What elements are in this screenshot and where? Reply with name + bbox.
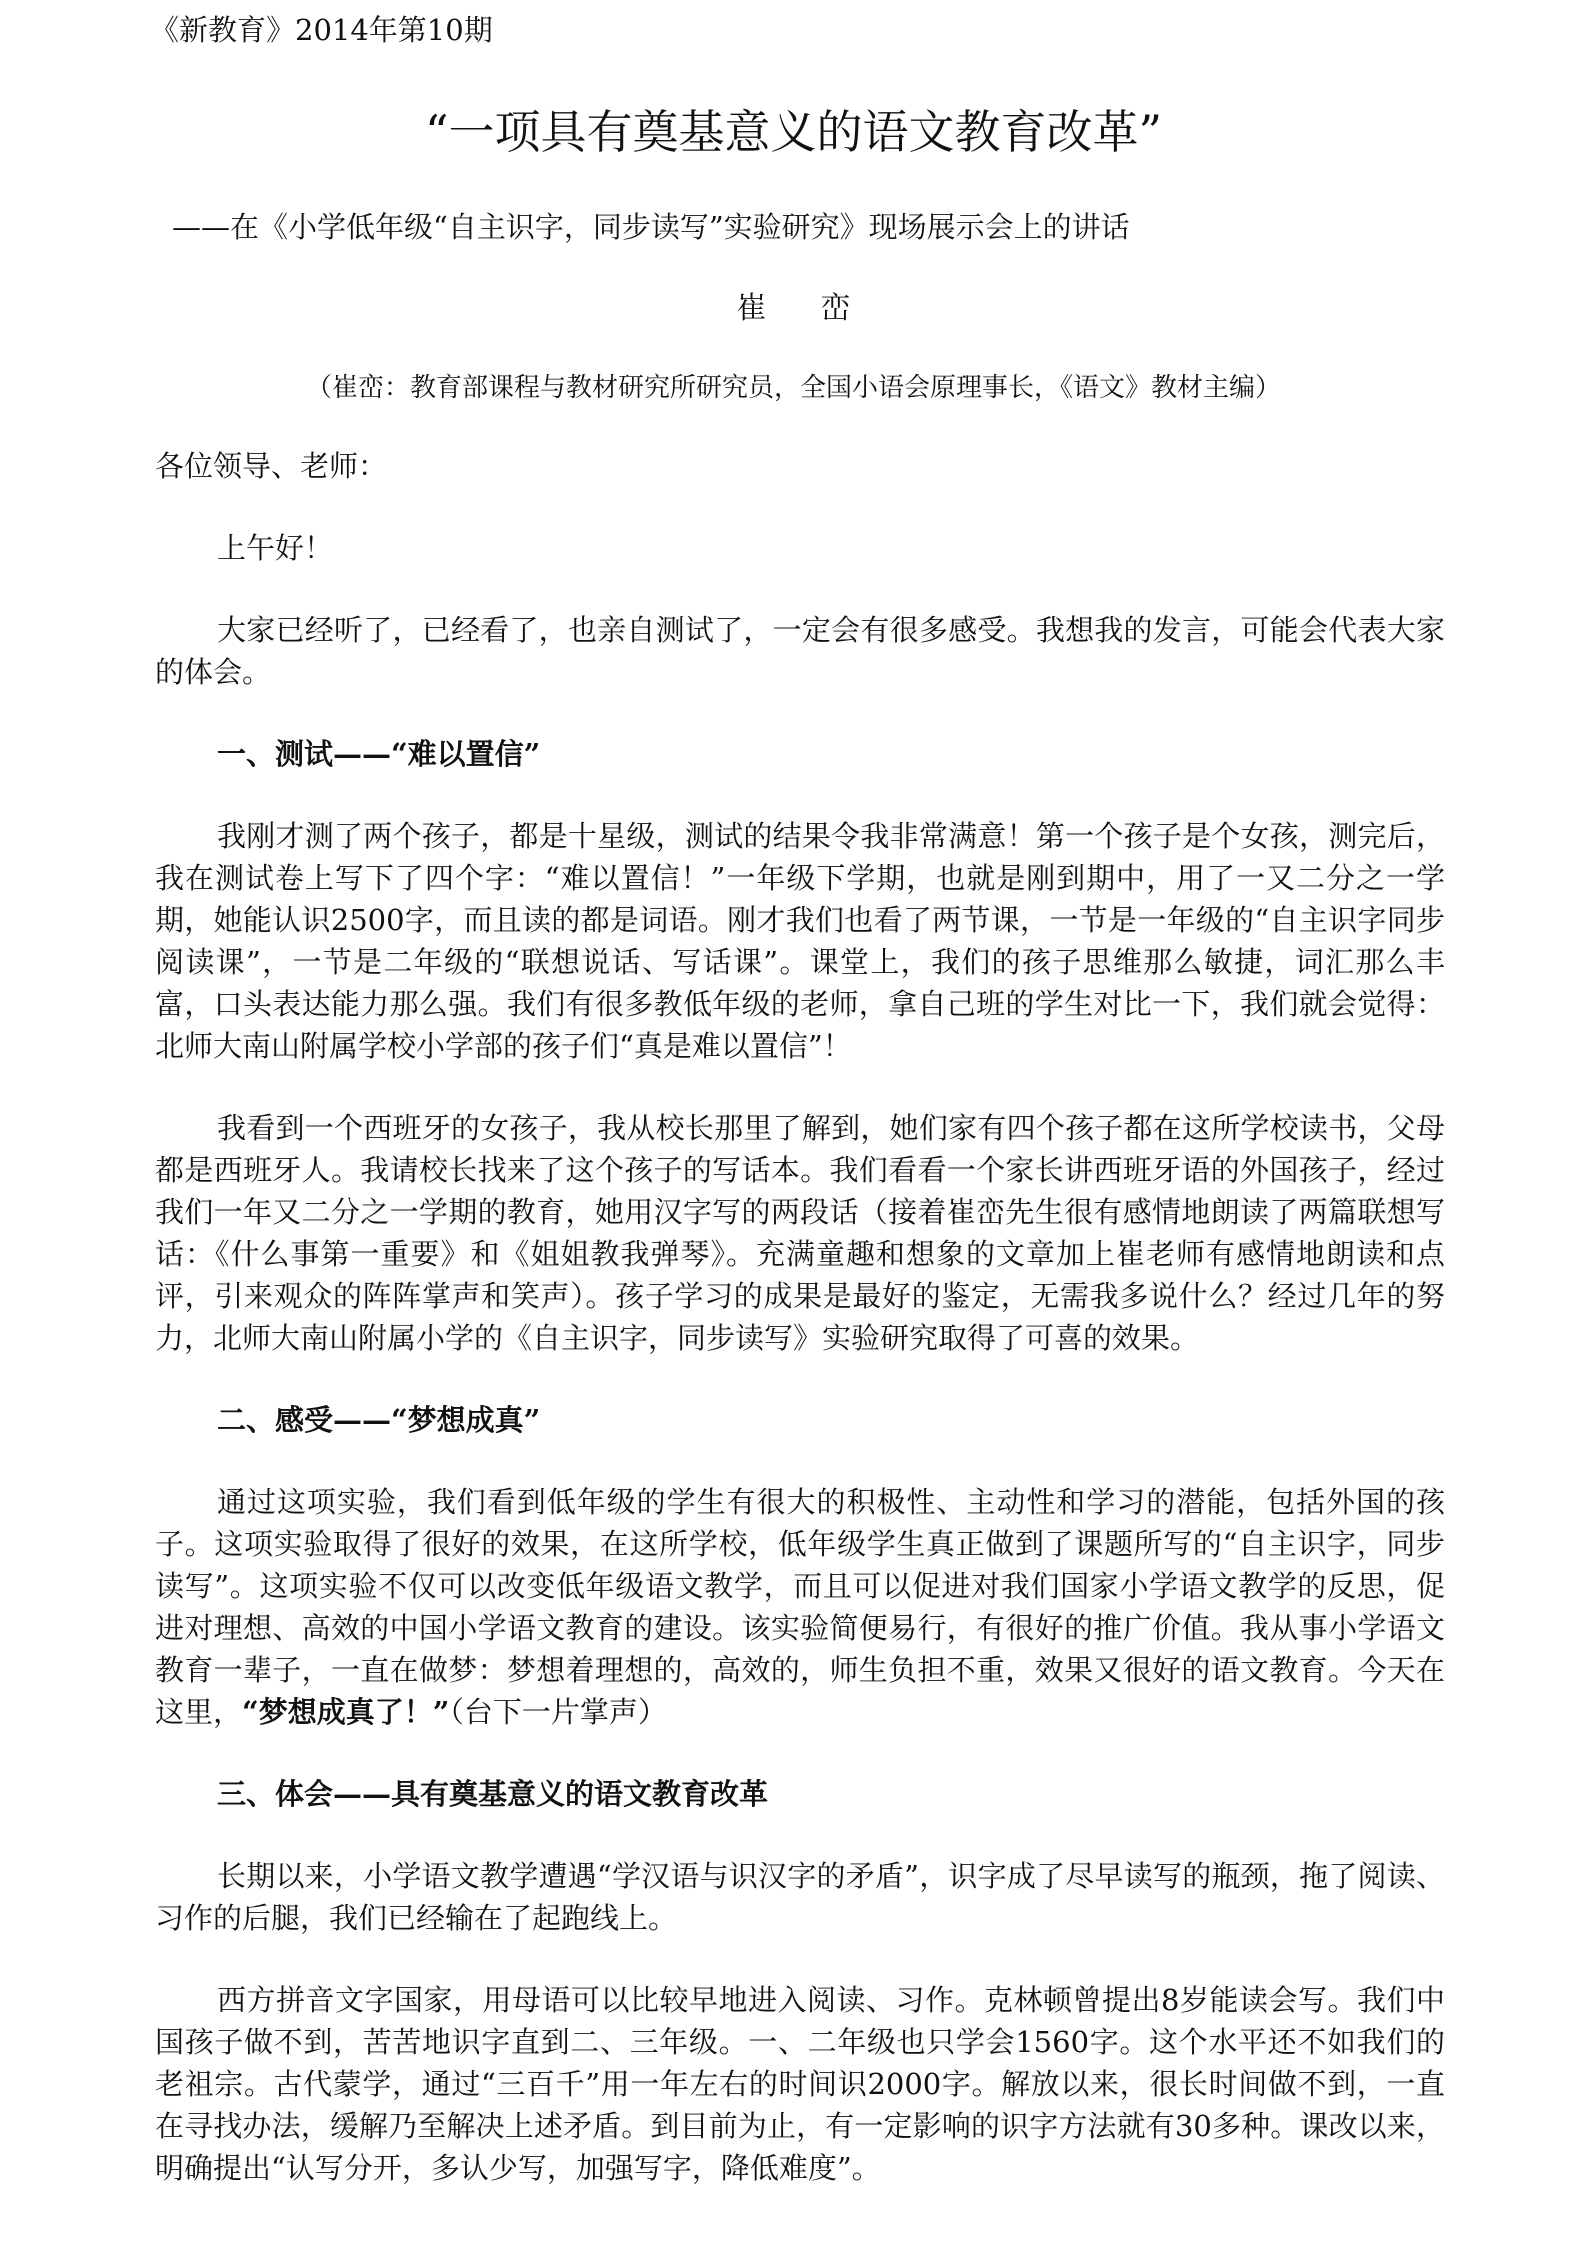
section-2-paragraph-1-bold: “梦想成真了！” [242, 1695, 450, 1729]
article-body [155, 445, 1445, 2229]
journal-header: 《新教育》2014年第10期 [150, 13, 493, 47]
article-title: “一项具有奠基意义的语文教育改革” [424, 105, 1163, 159]
intro-paragraph: 大家已经听了，已经看了，也亲自测试了，一定会有很多感受。我想我的发言，可能会代表大家的体会。 [155, 613, 1445, 689]
salutation: 各位领导、老师： [155, 449, 388, 483]
section-2-paragraph-1-tail: （台下一片掌声） [449, 1695, 667, 1729]
article-subtitle: ——在《小学低年级“自主识字，同步读写”实验研究》现场展示会上的讲话 [172, 210, 1130, 244]
author-note: （崔峦：教育部课程与教材研究所研究员，全国小语会原理事长，《语文》教材主编） [305, 373, 1281, 403]
section-3-heading: 三、体会——具有奠基意义的语文教育改革 [217, 1777, 769, 1811]
section-1-paragraph-2: 我看到一个西班牙的女孩子，我从校长那里了解到，她们家有四个孩子都在这所学校读书，父母都是西班牙人。我请校长找来了这个孩子的写话本。我们看看一个家长讲西班牙语的外国孩子，经过我们一年又二分之一学期的教育，她用汉字写的两段话（接着崔峦先生很有感情地朗读了两篇联想写话：《什么事第一重要》和《姐姐教我弹琴》。充满童趣和想象的文章加上崔老师有感情地朗读和点评，引来观众的阵阵掌声和笑声）。孩子学习的成果是最好的鉴定，无需我多说什么？经过几年的努力，北师大南山附属小学的《自主识字，同步读写》实验研究取得了可喜的效果。 [155, 1111, 1445, 1355]
greeting: 上午好！ [217, 531, 334, 565]
section-1-paragraph-1: 我刚才测了两个孩子，都是十星级，测试的结果令我非常满意！第一个孩子是个女孩，测完后，我在测试卷上写下了四个字：“难以置信！”一年级下学期，也就是刚到期中，用了一又二分之一学期，她能认识2500字，而且读的都是词语。刚才我们也看了两节课，一节是一年级的“自主识字同步阅读课”，一节是二年级的“联想说话、写话课”。课堂上，我们的孩子思维那么敏捷，词汇那么丰富，口头表达能力那么强。我们有很多教低年级的老师，拿自己班的学生对比一下，我们就会觉得：北师大南山附属学校小学部的孩子们“真是难以置信”！ [155, 819, 1445, 1063]
section-2-heading: 二、感受——“梦想成真” [217, 1403, 541, 1437]
section-3-paragraph-1: 长期以来，小学语文教学遭遇“学汉语与识汉字的矛盾”，识字成了尽早读写的瓶颈，拖了阅读、习作的后腿，我们已经输在了起跑线上。 [155, 1859, 1445, 1935]
section-3-paragraph-2: 西方拼音文字国家，用母语可以比较早地进入阅读、习作。克林顿曾提出8岁能读会写。我们中国孩子做不到，苦苦地识字直到二、三年级。一、二年级也只学会1560字。这个水平还不如我们的老祖宗。古代蒙学，通过“三百千”用一年左右的时间识2000字。解放以来，很长时间做不到，一直在寻找办法，缓解乃至解决上述矛盾。到目前为止，有一定影响的识字方法就有30多种。课改以来，明确提出“认写分开，多认少写，加强写字，降低难度”。 [155, 1983, 1445, 2185]
author-name: 崔峦 [736, 291, 905, 326]
section-1-heading: 一、测试——“难以置信” [217, 737, 541, 771]
section-2-paragraph-1 [155, 1481, 1445, 1733]
section-2-paragraph-1-text: 通过这项实验，我们看到低年级的学生有很大的积极性、主动性和学习的潜能，包括外国的孩子。这项实验取得了很好的效果，在这所学校，低年级学生真正做到了课题所写的“自主识字，同步读写”。这项实验不仅可以改变低年级语文教学，而且可以促进对我们国家小学语文教学的反思，促进对理想、高效的中国小学语文教育的建设。该实验简便易行，有很好的推广价值。我从事小学语文教育一辈子，一直在做梦：梦想着理想的，高效的，师生负担不重，效果又很好的语文教育。今天在这里， [155, 1485, 1445, 1729]
